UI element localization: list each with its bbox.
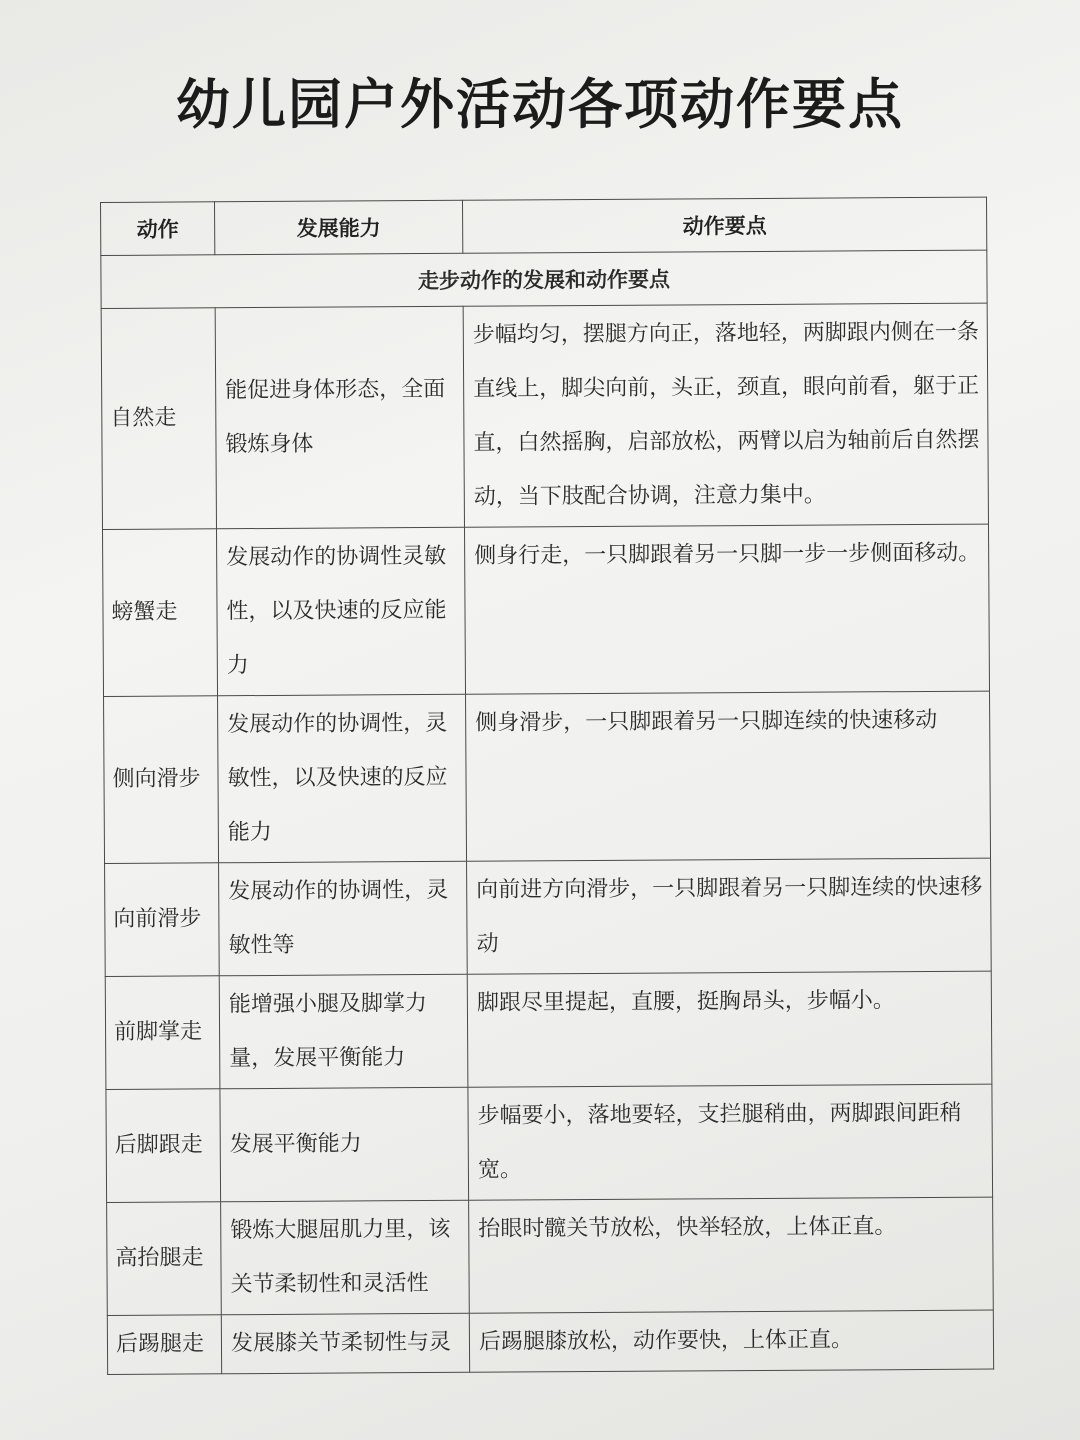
- point-cell: 向前进方向滑步，一只脚跟着另一只脚连续的快速移动: [467, 858, 992, 974]
- ability-cell: 锻炼大腿屈肌力里，该关节柔韧性和灵活性: [221, 1200, 470, 1315]
- section-title: 走步动作的发展和动作要点: [101, 250, 987, 308]
- point-cell: 步幅均匀，摆腿方向正，落地轻，两脚跟内侧在一条直线上，脚尖向前，头正，颈直，眼向前看，躯于正直，白然摇胸，启部放松，两臂以启为轴前后自然摆动，当下肢配合协调，注意力集中。: [463, 303, 988, 527]
- table-row: [106, 1084, 993, 1202]
- table-row: [107, 1310, 993, 1374]
- action-cell: 后踢腿走: [107, 1315, 221, 1375]
- ability-cell: 发展动作的协调性灵敏性，以及快速的反应能力: [216, 527, 465, 696]
- header-ability: 发展能力: [215, 200, 463, 255]
- table-row: [103, 524, 990, 696]
- action-cell: 前脚掌走: [105, 976, 220, 1090]
- point-cell: 脚跟尽里提起，直腰，挺胸昂头，步幅小。: [467, 971, 992, 1087]
- ability-cell: 能促进身体形态，全面锻炼身体: [215, 306, 464, 529]
- header-action: 动作: [101, 202, 215, 256]
- table-row: [105, 858, 992, 976]
- point-cell: 抬眼时髋关节放松，快举轻放，上体正直。: [469, 1197, 994, 1313]
- ability-cell: 发展动作的协调性，灵敏性等: [219, 861, 468, 976]
- point-cell: 步幅要小，落地要轻，支拦腿稍曲，两脚跟间距稍宽。: [468, 1084, 993, 1200]
- header-point: 动作要点: [462, 197, 986, 253]
- action-cell: 高抬腿走: [107, 1202, 222, 1316]
- action-cell: 向前滑步: [105, 863, 220, 977]
- table-row: [105, 971, 992, 1089]
- ability-cell: 能增强小腿及脚掌力量，发展平衡能力: [219, 974, 468, 1089]
- action-cell: 侧向滑步: [104, 696, 219, 864]
- ability-cell: 发展平衡能力: [220, 1087, 469, 1202]
- table-header-row: [101, 197, 987, 255]
- action-cell: 自然走: [101, 308, 216, 530]
- ability-cell: 发展动作的协调性，灵敏性，以及快速的反应能力: [218, 694, 467, 863]
- table-row: [107, 1197, 994, 1315]
- action-cell: 螃蟹走: [103, 529, 218, 697]
- table-row: [104, 691, 991, 863]
- action-table: [100, 197, 994, 1375]
- page-title: 幼儿园户外活动各项动作要点: [176, 73, 904, 136]
- point-cell: 后踢腿膝放松，动作要快，上体正直。: [469, 1310, 993, 1372]
- point-cell: 侧身行走，一只脚跟着另一只脚一步一步侧面移动。: [464, 524, 989, 694]
- section-row: [101, 250, 987, 308]
- table-row: [101, 303, 988, 529]
- action-cell: 后脚跟走: [106, 1089, 221, 1203]
- ability-cell: 发展膝关节柔韧性与灵: [221, 1313, 469, 1374]
- point-cell: 侧身滑步，一只脚跟着另一只脚连续的快速移动: [466, 691, 991, 861]
